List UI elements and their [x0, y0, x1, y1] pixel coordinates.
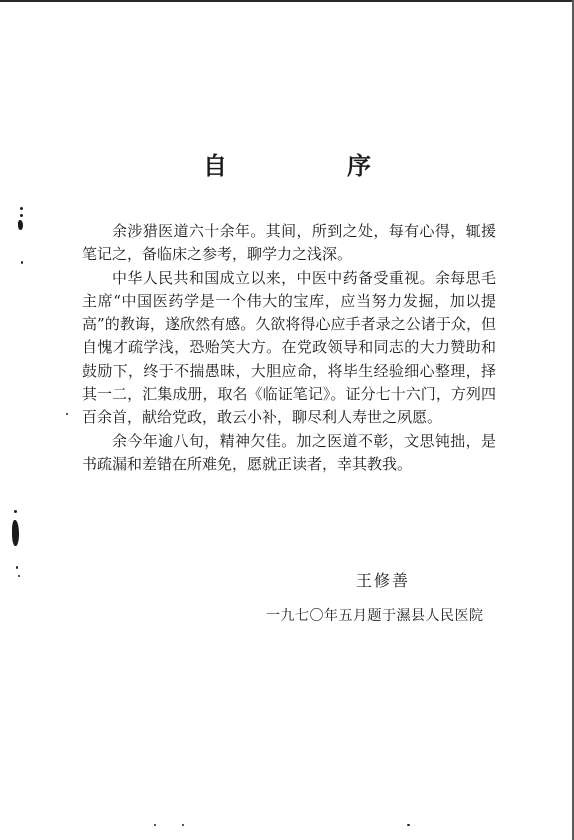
paragraph: 余涉猎医道六十余年。其间，所到之处，每有心得，辄援笔记之，备临床之参考，聊学力之浅深。	[82, 222, 496, 264]
scan-speck	[14, 510, 17, 513]
scan-speck	[407, 824, 410, 826]
scan-smudge	[18, 220, 23, 230]
scan-speck	[18, 575, 20, 577]
date-place-line: 一九七〇年五月题于濕县人民医院	[266, 608, 484, 624]
scan-speck	[66, 413, 68, 415]
paragraph: 余今年逾八旬，精神欠佳。加之医道不彰，文思钝拙，是书疏漏和差错在所难免，愿就正读者，幸其教我。	[82, 431, 496, 473]
preface-body	[82, 220, 496, 476]
paragraph: 中华人民共和国成立以来，中医中药备受重视。余每思毛主席“中国医药学是一个伟大的宝库，应当努力发掘，加以提高”的教诲，遂欣然有感。久欲将得心应手者录之公诸于众，但自愧才疏学浅，恐贻笑大方。在党政领导和同志的大力赞助和鼓励下，终于不揣愚昧，大胆应命，将毕生经验细心整理，择其一二，汇集成册，取名《临证笔记》。证分七十六门，方列四百余首，献给党政，敢云小补，聊尽利人寿世之夙愿。	[82, 268, 496, 427]
page-edge-top	[0, 0, 574, 2]
scan-speck	[154, 824, 156, 826]
scan-speck	[21, 261, 23, 264]
scan-speck	[20, 214, 23, 217]
author-signature: 王修善	[356, 571, 411, 590]
scan-speck	[182, 824, 184, 826]
preface-title: 自 序	[203, 151, 419, 180]
scan-smudge	[12, 520, 19, 546]
scan-speck	[16, 566, 18, 569]
scan-speck	[20, 207, 23, 210]
